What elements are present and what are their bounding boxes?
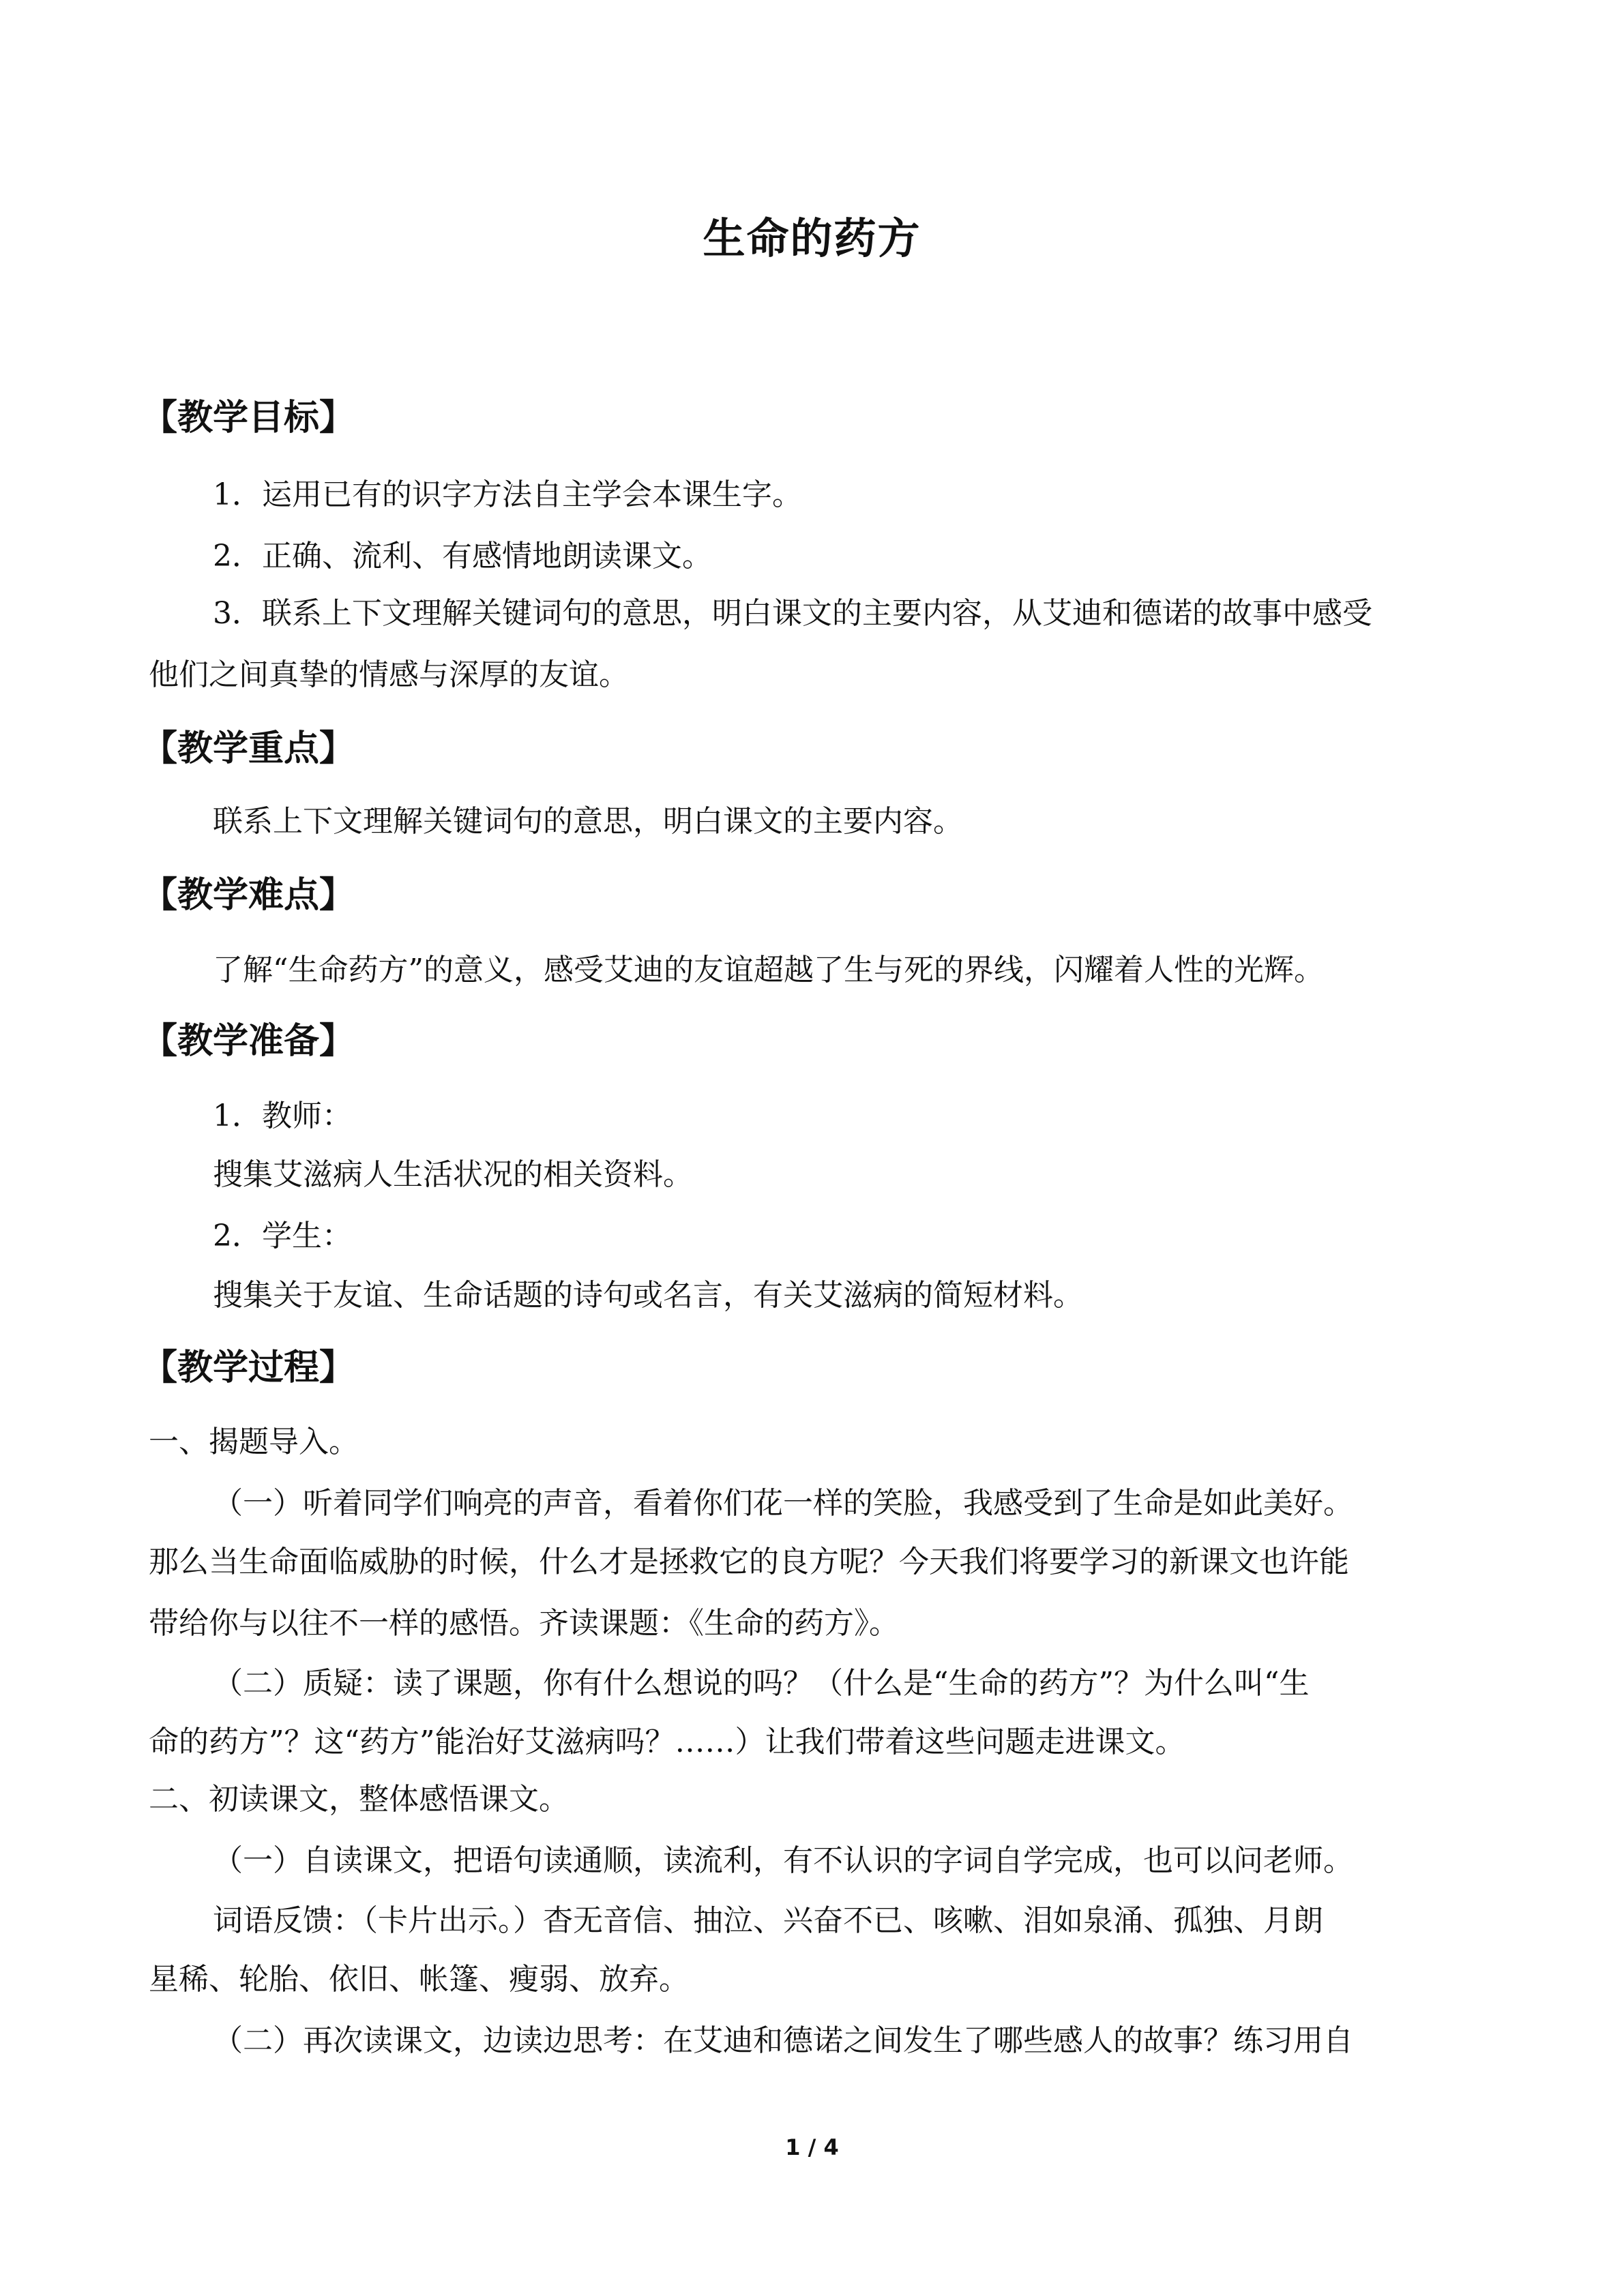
heading-process: 【教学过程】 [142,1347,355,1388]
goal-item-3: 3．联系上下文理解关键词句的意思，明白课文的主要内容，从艾迪和德诺的故事中感受 [213,596,1372,631]
page-number: 1 / 4 [785,2134,839,2160]
heading-preparation: 【教学准备】 [142,1021,355,1062]
preparation-teacher-text: 搜集艾滋病人生活状况的相关资料。 [213,1157,693,1192]
preparation-teacher: 1．教师： [213,1099,352,1133]
goal-item-2: 2．正确、流利、有感情地朗读课文。 [213,539,712,573]
process-line: （二）再次读课文，边读边思考：在艾迪和德诺之间发生了哪些感人的故事？练习用自 [213,2023,1353,2058]
goal-item-3-cont: 他们之间真挚的情感与深厚的友谊。 [149,657,629,692]
process-line: （一）自读课文，把语句读通顺，读流利，有不认识的字词自学完成，也可以问老师。 [213,1843,1353,1878]
process-line: 二、初读课文，整体感悟课文。 [149,1782,569,1817]
heading-difficulties: 【教学难点】 [142,875,355,916]
preparation-student-text: 搜集关于友谊、生命话题的诗句或名言，有关艾滋病的简短材料。 [213,1278,1083,1313]
process-line: 带给你与以往不一样的感悟。齐读课题：《生命的药方》。 [149,1606,899,1641]
process-line: 词语反馈：（卡片出示。）杳无音信、抽泣、兴奋不已、咳嗽、泪如泉涌、孤独、月朗 [213,1903,1323,1938]
page-title: 生命的药方 [703,213,921,263]
heading-key-points: 【教学重点】 [142,728,355,769]
process-line: 命的药方”？这“药方”能治好艾滋病吗？……）让我们带着这些问题走进课文。 [149,1725,1185,1759]
preparation-student: 2．学生： [213,1219,352,1253]
heading-goals: 【教学目标】 [142,398,355,438]
difficulties-text: 了解“生命药方”的意义，感受艾迪的友谊超越了生与死的界线，闪耀着人性的光辉。 [213,953,1324,987]
key-points-text: 联系上下文理解关键词句的意思，明白课文的主要内容。 [213,804,963,839]
process-line: 一、揭题导入。 [149,1425,359,1459]
process-line: 那么当生命面临威胁的时候，什么才是拯救它的良方呢？今天我们将要学习的新课文也许能 [149,1545,1349,1579]
process-line: 星稀、轮胎、依旧、帐篷、瘦弱、放弃。 [149,1962,689,1997]
process-line: （一）听着同学们响亮的声音，看着你们花一样的笑脸，我感受到了生命是如此美好。 [213,1486,1353,1521]
goal-item-1: 1．运用已有的识字方法自主学会本课生字。 [213,477,802,512]
process-line: （二）质疑：读了课题，你有什么想说的吗？（什么是“生命的药方”？为什么叫“生 [213,1666,1310,1701]
